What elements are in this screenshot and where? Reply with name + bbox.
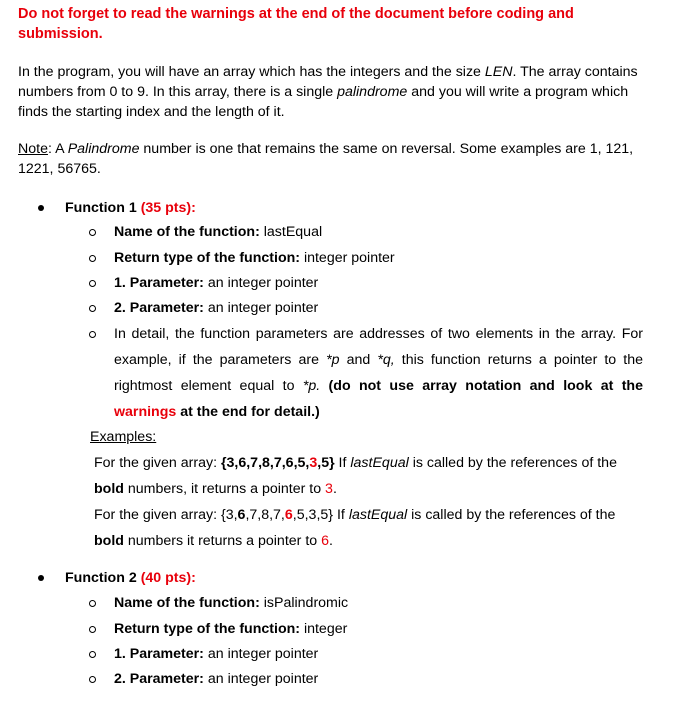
ex2-bold-word: bold [94, 533, 124, 549]
item-label: Name of the function: [114, 224, 260, 240]
detail-bold-2: at the end for detail.) [176, 404, 320, 420]
function1-heading [65, 198, 196, 218]
circle-bullet-icon [89, 324, 98, 344]
ex2-rest: ,5,3,5} [292, 507, 334, 523]
ex2-fn: lastEqual [348, 507, 408, 523]
note-text-1: : A [47, 141, 68, 157]
detail-bold-1: (do not use array notation and look at the [320, 378, 643, 394]
item-value: an integer pointer [203, 671, 319, 687]
function2-item [114, 593, 348, 613]
ex1-mid: If [334, 455, 351, 471]
function2-item [114, 644, 318, 664]
ex1-a: 3 [226, 455, 235, 471]
circle-bullet-icon [89, 273, 98, 293]
circle-bullet-icon [89, 644, 98, 664]
ex2-ret: 6 [321, 533, 329, 549]
intro-text-2: . The array contains numbers from 0 to 9. In this array, there is a single [18, 64, 638, 100]
item-value: lastEqual [259, 224, 323, 240]
item-value: an integer pointer [203, 300, 319, 316]
bullet-icon [37, 198, 47, 218]
ex1-dot: . [332, 481, 337, 497]
ex2-post: is called by the references of the [407, 507, 616, 523]
ex1-close: } [329, 455, 335, 471]
ex2-l2a: numbers it returns a pointer to [123, 533, 322, 549]
item-value: isPalindromic [259, 595, 349, 611]
ex1-c2: , [317, 455, 322, 471]
note-paragraph [18, 139, 658, 179]
note-text-2: number is one that remains the same on reversal. Some examples are 1, 121, 1221, 56765. [18, 141, 634, 177]
ex1-c1: , [234, 455, 239, 471]
detail-text-1: In detail, the function parameters are addresses of two elements in the array. For example, if the parameters are [114, 326, 643, 368]
param-p: *p [326, 352, 340, 368]
intro-paragraph [18, 62, 658, 122]
intro-text-1: In the program, you will have an array which has the integers and the size [18, 64, 485, 80]
ex2-mid: If [333, 507, 349, 523]
function1-item [114, 273, 318, 293]
detail-text-3: this function returns a pointer to the rightmost element equal to [114, 352, 644, 394]
ex1-ret: 3 [325, 481, 333, 497]
function1-item [114, 222, 322, 242]
len-term: LEN [484, 64, 513, 80]
example2-line1 [90, 502, 643, 528]
palindrome-term: palindrome [337, 84, 408, 100]
example2-line2 [90, 528, 643, 554]
circle-bullet-icon [89, 619, 98, 639]
detail-text-2: and [339, 352, 378, 368]
ex1-b: 6,7,8,7,6,5, [238, 455, 310, 471]
function1-title: Function 1 [65, 200, 137, 216]
ex2-r1: 6 [284, 507, 293, 523]
function1-detail [114, 321, 643, 425]
function1-points: (35 pts): [140, 200, 196, 216]
ex1-l2a: numbers, it returns a pointer to [123, 481, 326, 497]
ex1-r1: 3 [309, 455, 318, 471]
warning-text: Do not forget to read the warnings at the end of the document before coding and submission. [18, 6, 574, 42]
examples-label-text: Examples: [90, 429, 157, 445]
ex2-m: ,7,8,7, [245, 507, 285, 523]
item-label: 2. Parameter: [114, 300, 204, 316]
intro-text-3: and you will write a program which finds the starting index and the length of it. [18, 84, 629, 120]
param-q: *q, [377, 352, 395, 368]
function2-title: Function 2 [65, 570, 137, 586]
bullet-icon [37, 568, 47, 588]
note-label: Note [18, 141, 48, 157]
circle-bullet-icon [89, 222, 98, 242]
examples-label [90, 424, 643, 450]
ex1-fn: lastEqual [350, 455, 409, 471]
circle-bullet-icon [89, 248, 98, 268]
circle-bullet-icon [89, 593, 98, 613]
circle-bullet-icon [89, 669, 98, 689]
function2-item [114, 669, 318, 689]
item-value: integer pointer [300, 250, 395, 266]
param-p2: *p. [302, 378, 321, 394]
item-value: an integer pointer [203, 275, 319, 291]
ex2-open: {3, [220, 507, 238, 523]
examples-block [90, 424, 643, 554]
note-palindrome-term: Palindrome [67, 141, 140, 157]
warnings-term: warnings [114, 404, 177, 420]
ex1-pre: For the given array: [94, 455, 221, 471]
item-label: Return type of the function: [114, 621, 300, 637]
ex2-b1: 6 [237, 507, 246, 523]
function1-item [114, 248, 395, 268]
ex1-r2: 5 [321, 455, 330, 471]
item-value: an integer pointer [203, 646, 319, 662]
item-label: 2. Parameter: [114, 671, 204, 687]
function2-points: (40 pts): [140, 570, 196, 586]
ex1-post: is called by the references of the [408, 455, 617, 471]
ex2-dot: . [329, 533, 333, 549]
item-label: 1. Parameter: [114, 646, 204, 662]
item-label: Name of the function: [114, 595, 260, 611]
example1-line1 [90, 450, 643, 476]
item-value: integer [300, 621, 348, 637]
ex1-bold-word: bold [94, 481, 124, 497]
ex1-open: { [220, 455, 227, 471]
function1-item [114, 298, 318, 318]
item-label: Return type of the function: [114, 250, 300, 266]
circle-bullet-icon [89, 298, 98, 318]
function2-heading [65, 568, 196, 588]
function2-item [114, 619, 347, 639]
ex2-pre: For the given array: [94, 507, 221, 523]
example1-line2 [90, 476, 643, 502]
item-label: 1. Parameter: [114, 275, 204, 291]
